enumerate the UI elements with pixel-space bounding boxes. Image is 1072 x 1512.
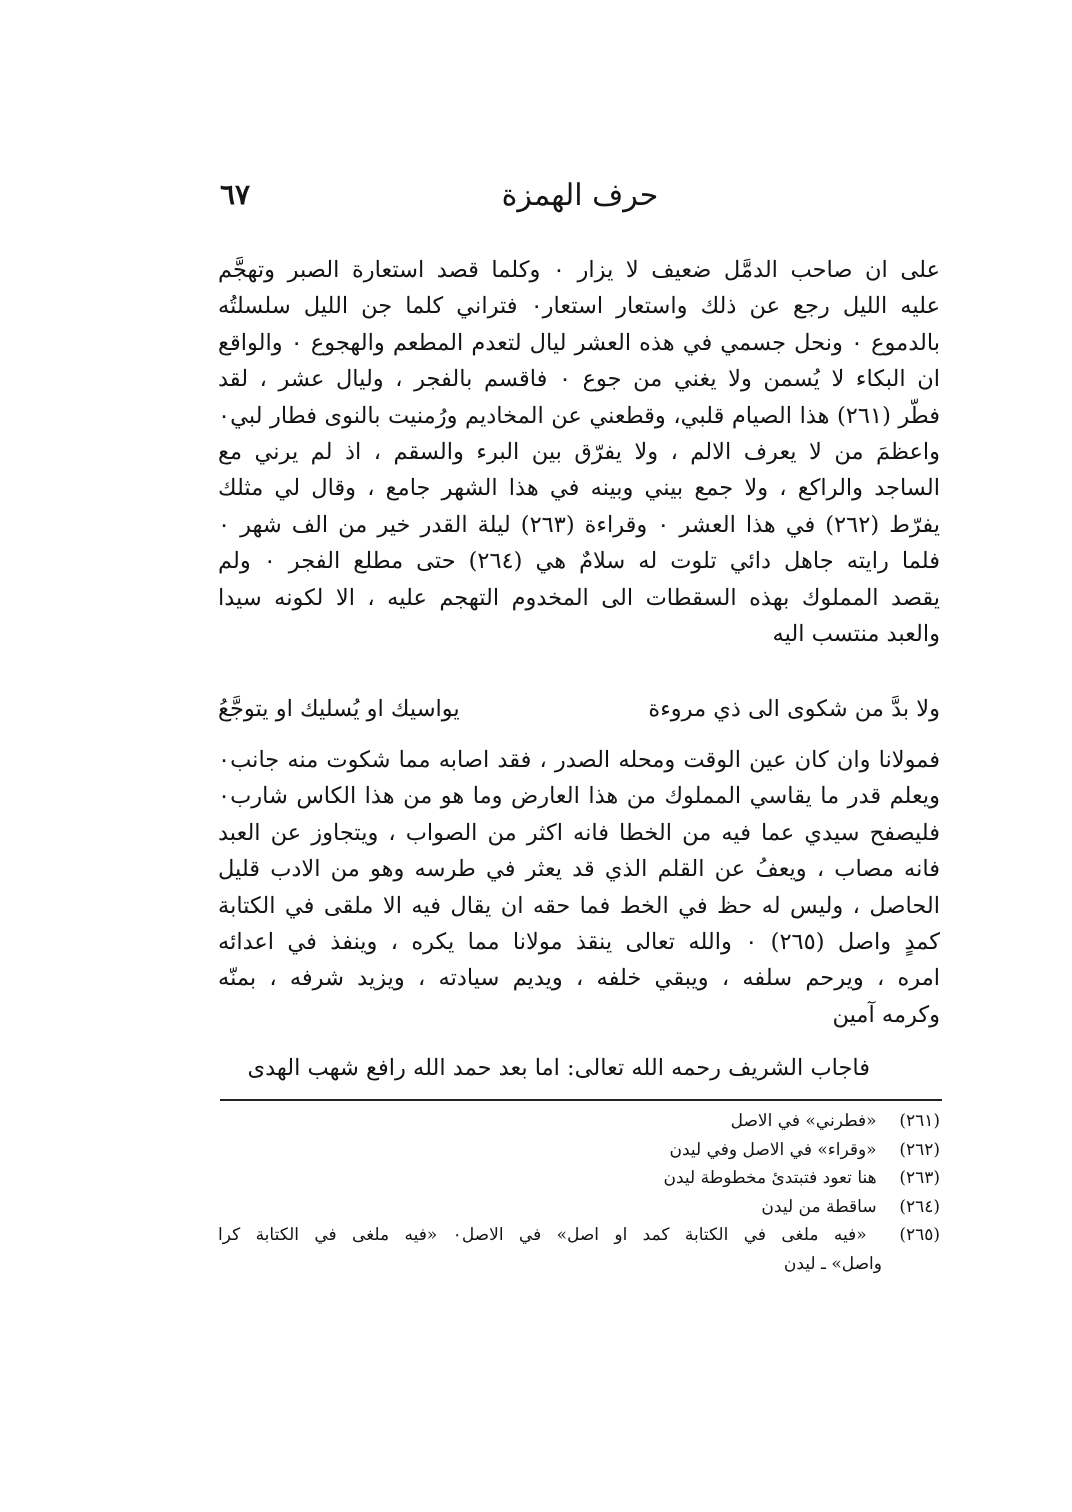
footnote-text: «فيه ملغى في الكتابة كمد او اصل» في الاصل٠ «فيه ملغى في الكتابة كرا	[218, 1225, 867, 1245]
text-line: ويعلم قدر ما يقاسي المملوك من هذا العارض وما هو من هذا الكاس شارب٠	[218, 783, 940, 810]
footnote-divider	[220, 1099, 942, 1101]
text-line: امره ، ويرحم سلفه ، ويبقي خلفه ، ويديم سيادته ، ويزيد شرفه ، بمنّه	[218, 965, 940, 992]
second-hemistich: يواسيك او يُسليك او يتوجَّعُ	[218, 696, 460, 722]
text-line: فليصفح سيدي عما فيه من الخطا فانه اكثر من الصواب ، ويتجاوز عن العبد	[218, 819, 940, 846]
footnote	[218, 1107, 940, 1136]
running-title: حرف الهمزة	[501, 178, 659, 213]
footnote-number: (٢٦١)	[899, 1111, 940, 1131]
footnote-continuation: واصل» ـ ليدن	[783, 1253, 882, 1274]
footnotes	[218, 1107, 940, 1278]
text-line: عليه الليل رجع عن ذلك واستعار استعار٠ فتراني كلما جن الليل سلسلتُه	[218, 293, 940, 320]
footnote	[218, 1164, 940, 1193]
first-hemistich: ولا بدَّ من شكوى الى ذي مروءة	[648, 696, 940, 722]
footnote-number: (٢٦٥)	[899, 1225, 940, 1245]
text-line: فمولانا وان كان عين الوقت ومحله الصدر ، فقد اصابه مما شكوت منه جانب٠	[218, 747, 940, 773]
page-header	[220, 178, 940, 228]
footnote	[218, 1136, 940, 1165]
text-line: فلما رايته جاهل دائي تلوت له سلامٌ هي (٢٦٤) حتى مطلع الفجر ٠ ولم	[218, 548, 940, 575]
paragraph-3	[218, 1050, 940, 1086]
text-line: واعظمَ من لا يعرف الالم ، ولا يفرّق بين البرء والسقم ، اذ لم يرني مع	[218, 438, 940, 465]
text-line: فانه مصاب ، ويعفُ عن القلم الذي قد يعثر في طرسه وهو من الادب قليل	[218, 856, 940, 883]
text-line: يفرّط (٢٦٢) في هذا العشر ٠ وقراءة (٢٦٣) ليلة القدر خير من الف شهر ٠	[218, 511, 940, 538]
text-line: وكرمه آمين	[832, 1001, 940, 1028]
text-line: ان البكاء لا يُسمن ولا يغني من جوع ٠ فاقسم بالفجر ، وليال عشر ، لقد	[218, 366, 940, 393]
footnote	[218, 1221, 940, 1250]
text-line: والعبد منتسب اليه	[772, 620, 940, 647]
text-line: الساجد والراكع ، ولا جمع بيني وبينه في هذا الشهر جامع ، وقال لي مثلك	[218, 475, 940, 502]
footnote	[218, 1193, 940, 1222]
text-line: كمدٍ واصل (٢٦٥) ٠ والله تعالى ينقذ مولانا مما يكره ، وينفذ في اعدائه	[218, 928, 940, 955]
text-line: بالدموع ٠ ونحل جسمي في هذه العشر ليال لتعدم المطعم والهجوع ٠ والواقع	[218, 329, 940, 356]
paragraph-2	[218, 742, 940, 1033]
footnote-text: ساقطة من ليدن	[761, 1196, 877, 1217]
footnote-number: (٢٦٤)	[899, 1196, 940, 1217]
footnote-text: «وقراء» في الاصل وفي ليدن	[669, 1139, 877, 1160]
text-line: على ان صاحب الدمَّل ضعيف لا يزار ٠ وكلما قصد استعارة الصبر وتهجَّم	[218, 257, 940, 283]
text-line: فطَّر (٢٦١) هذا الصيام قلبي، وقطعني عن المخاديم ورُمنيت بالنوى فطار لبي٠	[218, 402, 940, 429]
footnote-number: (٢٦٢)	[899, 1139, 940, 1160]
page-number: ٦٧	[220, 178, 251, 211]
text-line: فاجاب الشريف رحمه الله تعالى: اما بعد حمد الله رافع شهب الهدى	[247, 1055, 870, 1081]
text-line: الحاصل ، وليس له حظ في الخط فما حقه ان يقال فيه الا ملقى في الكتابة	[218, 892, 940, 919]
poetry-verse	[218, 689, 940, 729]
footnote-number: (٢٦٣)	[899, 1168, 940, 1188]
footnote-text: «فطرني» في الاصل	[730, 1111, 877, 1131]
footnote-text: هنا تعود فتبتدئ مخطوطة ليدن	[663, 1168, 877, 1188]
paragraph-1	[218, 252, 940, 652]
text-line: يقصد المملوك بهذه السقطات الى المخدوم التهجم عليه ، الا لكونه سيدا	[218, 584, 940, 611]
